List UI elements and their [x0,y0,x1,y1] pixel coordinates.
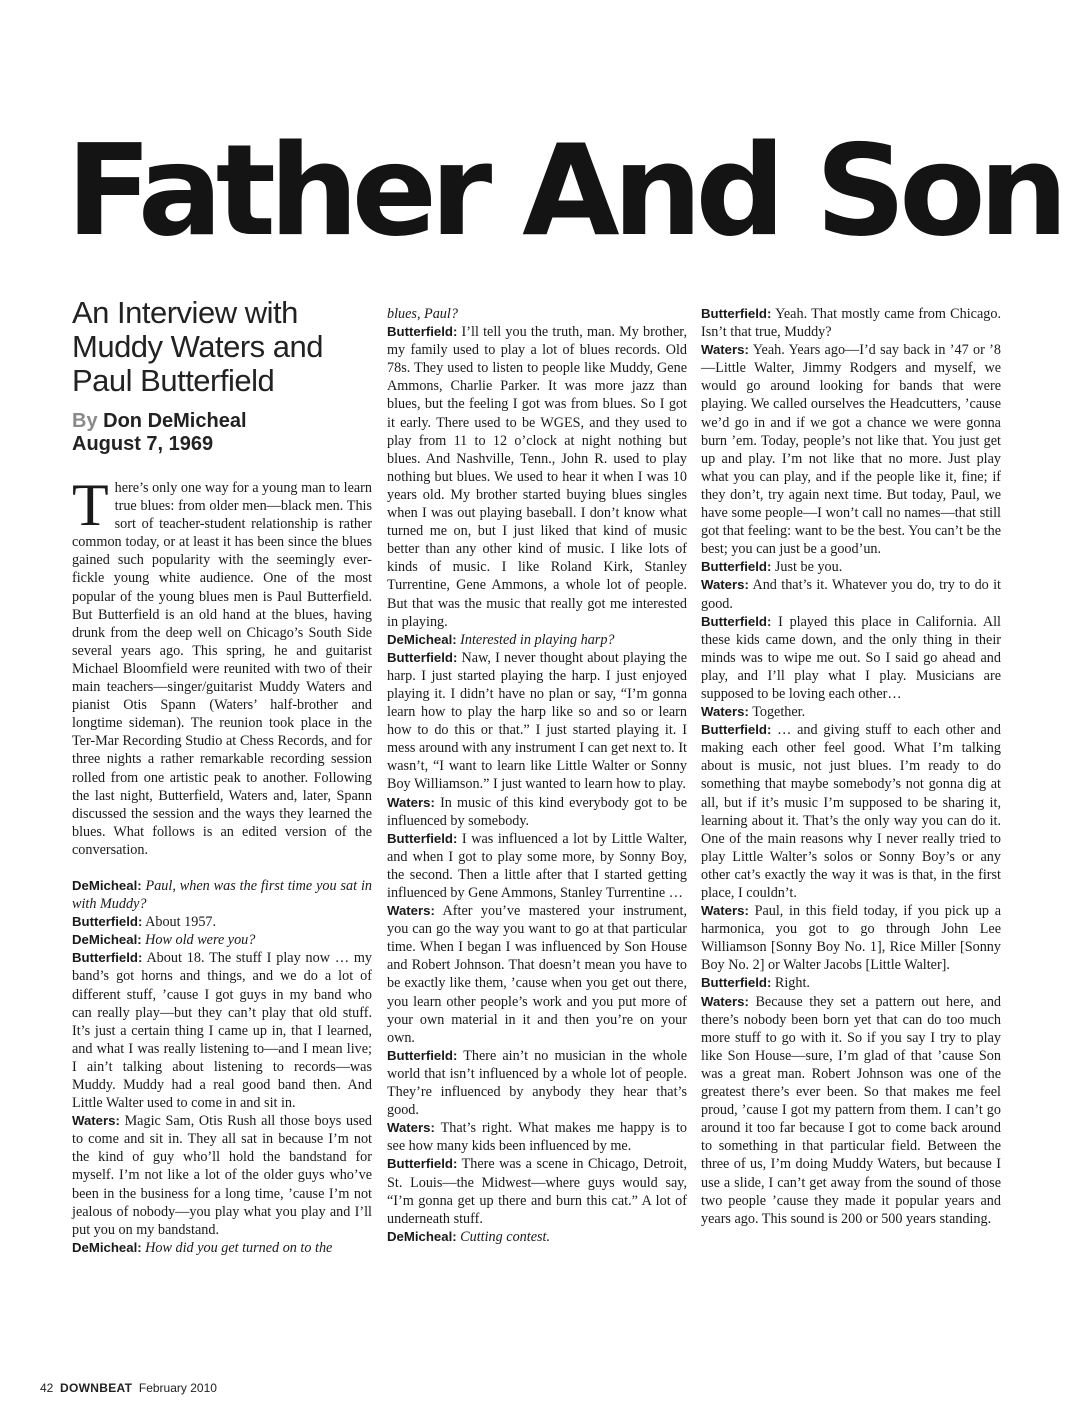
dialogue-paragraph [387,1228,687,1246]
dialogue-list [72,877,372,1257]
speaker-label: Waters: [72,1113,120,1129]
dialogue-text: There ain’t no musician in the whole world that isn’t influenced by a whole lot of people. They’re influenced by anybody they hear that’s good. [387,1047,687,1119]
dialogue-paragraph [701,305,1001,341]
speaker-label: Butterfield: [387,830,458,846]
column-2 [387,305,687,1246]
dialogue-paragraph [72,1239,372,1257]
dialogue-text: Paul, when was the first time you sat in with Muddy? [72,877,372,913]
page-number: 42 [40,1381,54,1395]
dialogue-paragraph [701,703,1001,721]
speaker-label: Waters: [701,342,749,358]
dialogue-paragraph [701,974,1001,992]
dialogue-paragraph [387,902,687,1047]
dialogue-text: After you’ve mastered your instrument, you can go the way you want to go at that particular time. When I began I was influenced by Son House and Robert Johnson. That doesn’t mean you have to be exactly like them, ’cause when you get out there, you learn other people’s work and you put more of your own material in it and then you’re on your own. [387,903,687,1046]
speaker-label: Waters: [701,903,749,919]
dialogue-text: There was a scene in Chicago, Detroit, St. Louis—the Midwest—where guys would say, “I’m gonna get up there and burn this cat.” A lot of underneath stuff. [387,1156,687,1227]
author-name: Don DeMicheal [103,410,247,432]
speaker-label: DeMicheal: [72,1239,142,1255]
speaker-label: DeMicheal: [72,932,142,948]
dialogue-text: And that’s it. Whatever you do, try to do it good. [701,577,1001,612]
column-1 [72,472,373,1257]
dialogue-text: Right. [774,975,810,992]
speaker-label: Waters: [701,577,749,593]
speaker-label: Butterfield: [701,559,772,575]
dialogue-text: About 18. The stuff I play now … my band’s got horns and things, and we do a lot of different stuff, ’cause I got guys in my band who can really play—but they can’t play that old stuff. It’s just a certain thing I came up in, that I learned, and what I was really listening to—and I mean live; I ain’t talking about listening to records—was Muddy. Muddy had a real good band then. And Little Walter used to come in and sit in. [72,950,373,1112]
dialogue-paragraph [701,613,1001,703]
dialogue-text: Paul, in this field today, if you pick up a harmonica, you got to go through John Lee Williamson [Sonny Boy No. 1], Rice Miller [Sonny Boy No. 2] or Walter Jacobs [Little Walter]. [701,903,1002,974]
dialogue-text: Cutting contest. [460,1228,551,1245]
speaker-label: Waters: [387,1120,435,1136]
dialogue-text: Yeah. That mostly came from Chicago. Isn’t that true, Muddy? [701,306,1001,341]
speaker-label: Butterfield: [701,613,772,629]
dialogue-text: How old were you? [145,932,256,949]
speaker-label: Waters: [701,993,749,1009]
speaker-label: Butterfield: [387,649,458,665]
dialogue-text: Just be you. [774,559,843,576]
dialogue-text: Yeah. Years ago—I’d say back in ’47 or ’8—Little Walter, Jimmy Rodgers and myself, we would go around looking for bands that were playing. We called ourselves the Headcutters, ’cause we’d go in and if we got a chance we were gonna burn ’em. Today, people’s not like that. You just get up and play. I’m not like that no more. Just play what you can play, and if the people like it, fine; if they don’t, try again next time. But today, Paul, we have some people—I won’t call no names—that still got that feeling: want to be the best. You can’t be the best; you can just be a good’un. [701,342,1001,558]
drop-cap: T [72,472,109,538]
dialogue-text: Interested in playing harp? [460,631,615,648]
dialogue-paragraph [72,931,372,949]
speaker-label: Butterfield: [387,1156,458,1172]
speaker-label: DeMicheal: [387,1228,457,1244]
dialogue-paragraph [701,721,1001,902]
speaker-label: DeMicheal: [72,877,142,893]
speaker-label: Butterfield: [72,950,143,966]
dialogue-paragraph [72,949,372,1112]
dialogue-paragraph [701,902,1001,974]
dialogue-text: … and giving stuff to each other and making each other feel good. What I’m talking about is music, not just blues. I’m ready to do something that maybe somebody’s not gonna dig at all, but if it’s music I’m supposed to be sharing it, learning about it. That’s the only way you can do it. One of the main reasons why I never really tried to play Little Walter’s solos or Sonny Boy’s or any other cat’s exactly the way it was is that, in the first place, I couldn’t. [701,722,1001,901]
dialogue-text: Magic Sam, Otis Rush all those boys used to come and sit in. They all sat in because I’m not the kind of guy who’ll hold the bandstand for myself. I’m not like a lot of the older guys who’ve been in the business for a long time, ’cause I’m not jealous of nobody—you play what you play and I’ll put you on my bandstand. [72,1113,372,1238]
column-3 [701,305,1001,1228]
dialogue-text: That’s right. What makes me happy is to see how many kids been influenced by me. [387,1120,687,1155]
article-title: Father And Son [66,117,1062,264]
dialogue-paragraph [387,794,687,830]
intro-paragraph [72,472,372,859]
speaker-label: Waters: [701,704,749,720]
speaker-label: DeMicheal: [387,631,457,647]
article-date: August 7, 1969 [72,433,214,455]
speaker-label: Butterfield: [701,306,772,321]
dialogue-paragraph [701,993,1001,1228]
dialogue-paragraph [701,558,1001,576]
dialogue-paragraph [701,341,1001,558]
speaker-label: Waters: [387,903,435,919]
speaker-label: Waters: [387,794,435,810]
speaker-label: Butterfield: [701,722,772,738]
issue-date: February 2010 [138,1381,217,1395]
dialogue-paragraph [387,1155,687,1227]
speaker-label: Butterfield: [387,324,458,340]
paragraph-gap [72,859,372,877]
dialogue-paragraph [387,830,687,902]
continued-question [387,305,687,323]
dialogue-text: Because they set a pattern out here, and there’s nobody been born yet that can do too much more stuff to go with it. So if you say I try to play like Son House—sure, I’m glad of that ’cause Son was a great man. Robert Johnson was one of the greatest there’s ever been. So that makes me feel proud, ’cause I got my pattern from them. I can’t go around it too far because I got to come back around to something in that particular field. Between the three of us, I’m doing Muddy Waters, but because I use a slide, I can’t get away from the sound of those two people ’cause they made it popular years and years ago. This sound is 200 or 500 years standing. [701,993,1002,1227]
dialogue-paragraph [387,1119,687,1155]
dialogue-text: I played this place in California. All these kids came down, and the only thing in their minds was to wipe me out. So I said go ahead and play, and I’ll play what I play. Musicians are supposed to be loving each other… [701,613,1001,702]
dialogue-paragraph [701,576,1001,612]
dialogue-paragraph [72,877,372,913]
dialogue-list [701,305,1001,1228]
article-subtitle: An Interview with Muddy Waters and Paul Butterfield [72,295,324,398]
dialogue-paragraph [72,1112,372,1239]
speaker-label: Butterfield: [701,975,772,991]
dialogue-text: Naw, I never thought about playing the harp. I just started playing the harp. I just enjoyed playing it. I didn’t have no plan or say, “I’m gonna learn how to play the harp like so and so or learn how to do this or that.” I just started playing it. I mess around with any instrument I can get next to. It wasn’t, “I want to learn like Little Walter or Sonny Boy Williamson.” I just wanted to learn how to play. [387,649,688,793]
speaker-label: Butterfield: [72,914,143,930]
dialogue-paragraph [72,913,372,931]
dialogue-list [387,323,687,1246]
byline-prefix: By [72,410,98,432]
dialogue-text: Together. [752,704,806,721]
magazine-name: DOWNBEAT [60,1381,133,1395]
dialogue-text: About 1957. [145,914,217,931]
speaker-label: Butterfield: [387,1047,458,1063]
dialogue-text: I was influenced a lot by Little Walter, and when I got to play some more, by Sonny Boy, the second. Then a little after that I started getting influenced by Gene Ammons, Stanley Turrentine … [387,830,687,901]
intro-text: here’s only one way for a young man to learn true blues: from older men—black men. This sort of teacher-student relationship is rather common today, or at least it has been since the blues gained such popularity with the seemingly ever-fickle young white audience. One of the most popular of the young blues men is Paul Butterfield. But Butterfield is an old hand at the blues, having drunk from the deep well on Chicago’s South Side several years ago. This spring, he and guitarist Michael Bloomfield were reunited with two of their main teachers—singer/guitarist Muddy Waters and pianist Otis Spann (Waters’ half-brother and longtime sideman). The reunion took place in the Ter-Mar Recording Studio at Chess Records, and for three nights a rather remarkable recording session rolled from one artistic peak to another. Following the last night, Butterfield, Waters and, later, Spann discussed the session and the ways they learned the blues. What follows is an edited version of the conversation. [72,480,372,858]
dialogue-paragraph [387,631,687,649]
dialogue-paragraph [387,649,687,794]
dialogue-text: How did you get turned on to the [145,1239,333,1256]
dialogue-text: I’ll tell you the truth, man. My brother, my family used to play a lot of blues records. Old 78s. They used to listen to people like Muddy, Gene Ammons, Charlie Parker. It was more jazz than blues, but the feeling I got was from blues. So I got it early. There used to be WGES, and they used to play from 11 to 12 o’clock at night nothing but blues. And Nashville, Tenn., John R. used to play nothing but blues. We used to hear it when I was 10 years old. My brother started buying blues singles when I was out playing baseball. I don’t know what turned me on, but I just liked that kind of music better than any other kind of music. I like lots of kinds of music. I like Roland Kirk, Stanley Turrentine, Gene Ammons, a whole lot of people. But that was the music that really got me interested in playing. [387,324,687,630]
byline [72,410,372,456]
dialogue-paragraph [387,323,687,631]
dialogue-text: In music of this kind everybody got to be influenced by somebody. [387,794,688,829]
continued-question-text: blues, Paul? [387,306,458,322]
page-footer [40,1381,217,1395]
dialogue-paragraph [387,1047,687,1119]
